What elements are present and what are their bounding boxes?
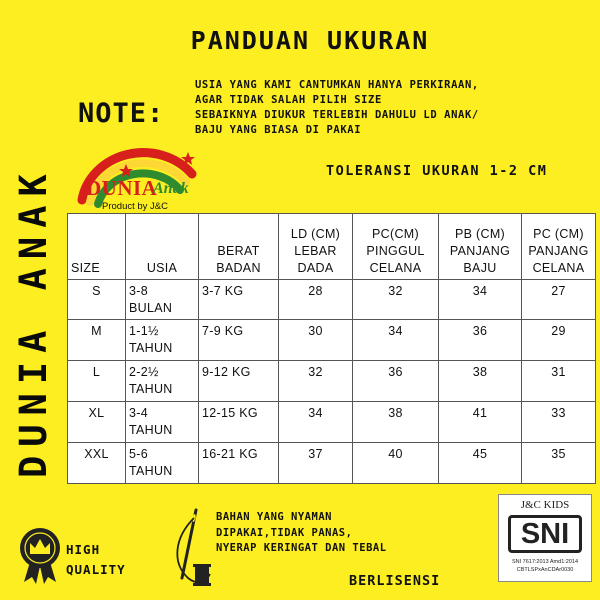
page-title: PANDUAN UKURAN	[190, 26, 430, 55]
note-label: NOTE:	[78, 98, 165, 129]
sni-mark: SNI	[508, 515, 582, 553]
table-header-row	[68, 214, 596, 280]
note-line: AGAR TIDAK SALAH PILIH SIZE	[195, 94, 382, 106]
header-ld: LD (CM) LEBAR DADA	[279, 214, 353, 280]
note-text	[195, 78, 595, 138]
note-line: USIA YANG KAMI CANTUMKAN HANYA PERKIRAAN,	[195, 79, 479, 91]
header-pb: PB (CM) PANJANG BAJU	[439, 214, 522, 280]
table-row: M 1-1½ TAHUN 7-9 KG 30 34 36 29	[68, 320, 596, 361]
header-pc-pinggul: PC(CM) PINGGUL CELANA	[353, 214, 439, 280]
header-size: SIZE	[68, 214, 126, 280]
header-pc-panjang: PC (CM) PANJANG CELANA	[522, 214, 596, 280]
table-row: XL 3-4 TAHUN 12-15 KG 34 38 41 33	[68, 402, 596, 443]
sni-certificate	[498, 494, 592, 582]
header-usia: USIA	[126, 214, 199, 280]
table-row: L 2-2½ TAHUN 9-12 KG 32 36 38 31	[68, 361, 596, 402]
note-line: SEBAIKNYA DIUKUR TERLEBIH DAHULU LD ANAK/	[195, 109, 479, 121]
high-quality-label: HIGH QUALITY	[66, 542, 126, 577]
needle-thread-icon	[170, 508, 212, 588]
sni-fine-print: SNI 7617:2013 Amd1:2014 CBTLSPxAnCDAr0030	[511, 559, 579, 573]
sni-brand: J&C KIDS	[520, 499, 570, 511]
side-title: DUNIA ANAK	[12, 165, 55, 478]
crown-badge-icon	[16, 526, 64, 584]
logo-name-accent: Anak	[153, 180, 189, 197]
tolerance-note: TOLERANSI UKURAN 1-2 CM	[326, 163, 548, 179]
size-chart-table	[67, 213, 596, 484]
note-line: BAJU YANG BIASA DI PAKAI	[195, 124, 362, 136]
logo-tagline: Product by J&C	[102, 201, 168, 212]
logo-name: DUNIA	[86, 176, 158, 200]
license-label: BERLISENSI	[349, 573, 441, 589]
table-row: S 3-8 BULAN 3-7 KG 28 32 34 27	[68, 280, 596, 320]
table-row: XXL 5-6 TAHUN 16-21 KG 37 40 45 35	[68, 443, 596, 484]
material-features: BAHAN YANG NYAMAN DIPAKAI,TIDAK PANAS, NYERAP KERINGAT DAN TEBAL	[216, 511, 387, 554]
header-berat: BERAT BADAN	[199, 214, 279, 280]
